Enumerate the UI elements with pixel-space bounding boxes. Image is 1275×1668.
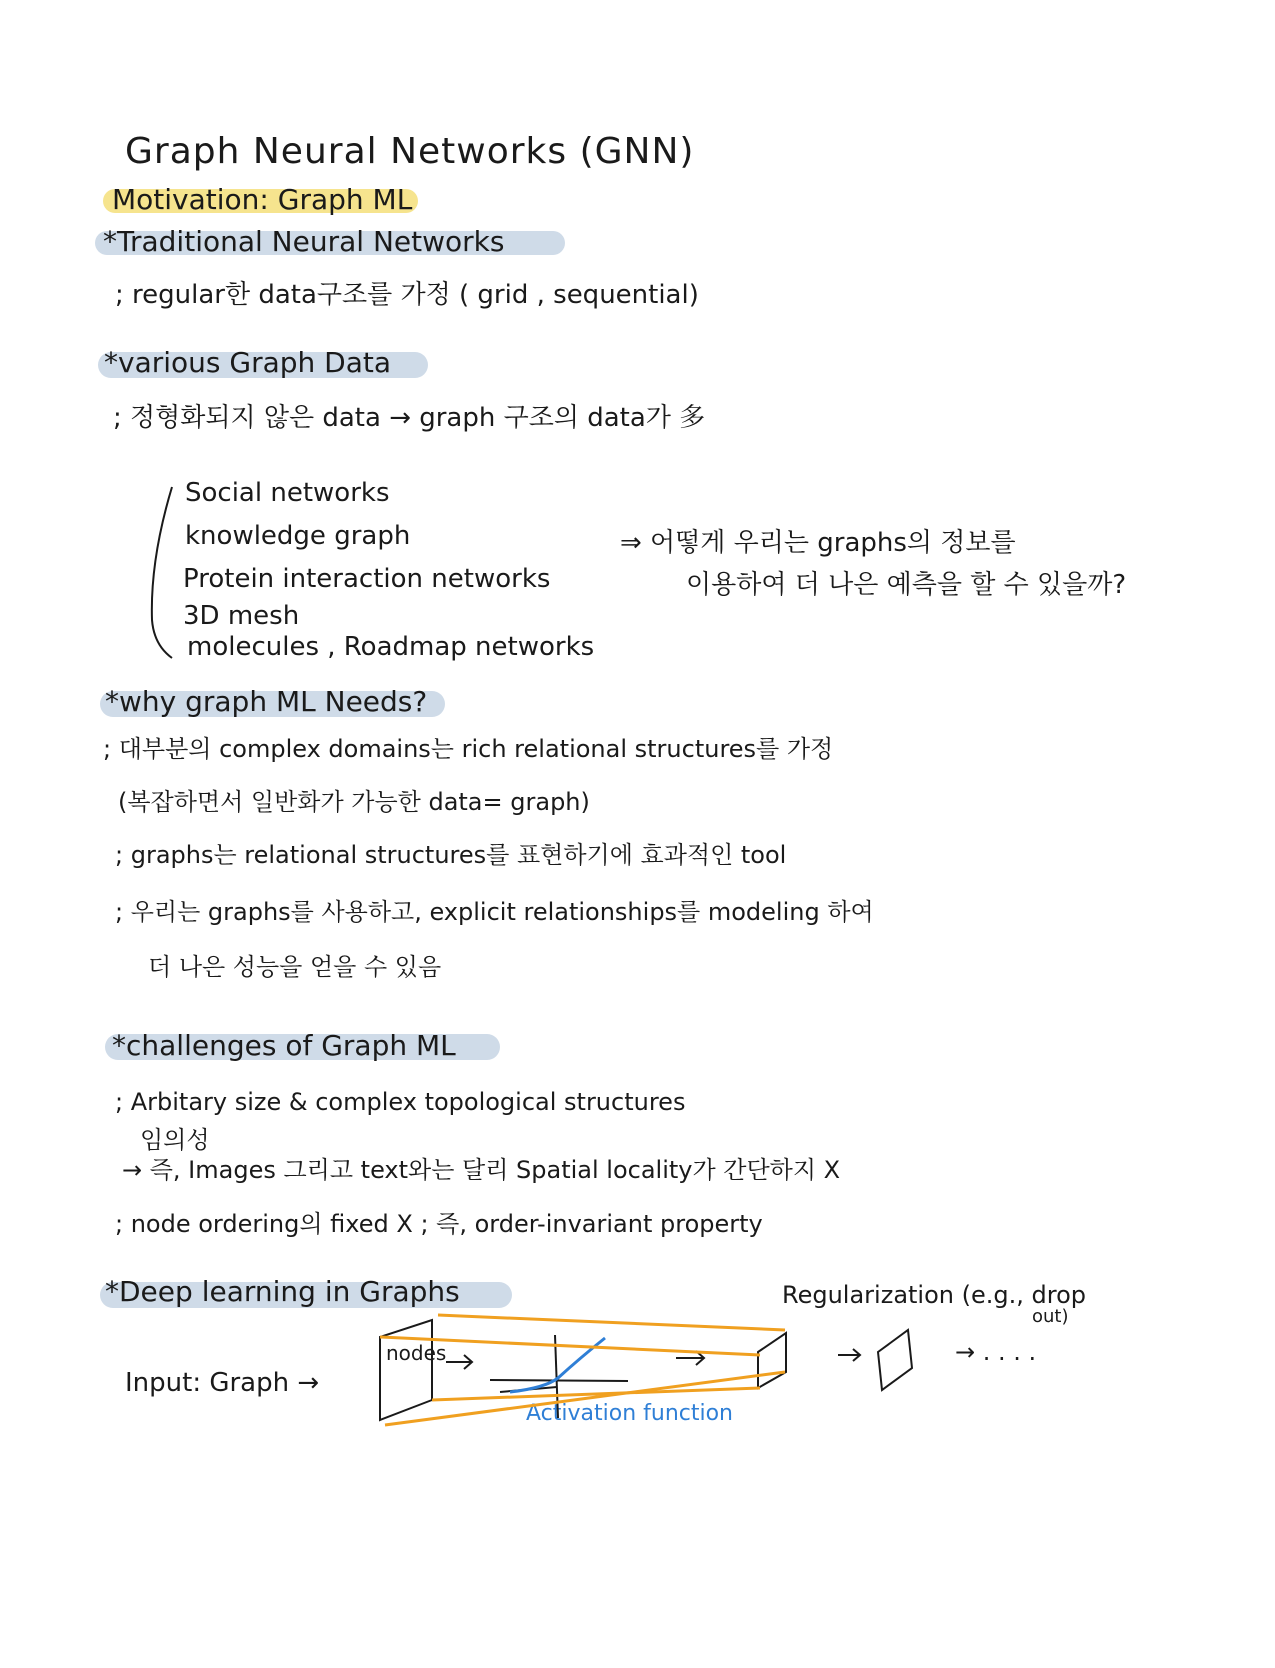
list-item: molecules , Roadmap networks bbox=[187, 632, 595, 662]
question-line-1: ⇒ 어떻게 우리는 graphs의 정보를 bbox=[620, 528, 1016, 558]
connection-line bbox=[438, 1315, 785, 1330]
list-item: 3D mesh bbox=[183, 601, 300, 631]
challenges-heading: *challenges of Graph ML bbox=[112, 1029, 456, 1062]
why-line-2: (복잡하면서 일반화가 가능한 data= graph) bbox=[118, 788, 590, 816]
why-line-1: ; 대부분의 complex domains는 rich relational structures를 가정 bbox=[103, 735, 834, 763]
continuation-dots: → . . . . bbox=[955, 1338, 1037, 1366]
arrow-icon bbox=[446, 1355, 472, 1369]
why-line-3: ; graphs는 relational structures를 표현하기에 효과적인 tool bbox=[115, 841, 787, 869]
list-item: Social networks bbox=[185, 478, 390, 508]
regularization-label-cont: out) bbox=[1032, 1306, 1069, 1327]
list-item: Protein interaction networks bbox=[183, 564, 551, 594]
input-layer-block bbox=[380, 1320, 432, 1420]
page-title: Graph Neural Networks (GNN) bbox=[125, 131, 695, 172]
challenges-line-1: ; Arbitary size & complex topological structures bbox=[115, 1088, 686, 1116]
why-line-4: ; 우리는 graphs를 사용하고, explicit relationships를 modeling 하여 bbox=[115, 898, 874, 926]
challenges-line-1-note: 임의성 bbox=[140, 1126, 210, 1154]
connection-line bbox=[380, 1337, 760, 1355]
deep-learning-heading: *Deep learning in Graphs bbox=[105, 1275, 460, 1308]
activation-label: Activation function bbox=[526, 1401, 734, 1426]
traditional-nn-heading: *Traditional Neural Networks bbox=[103, 225, 505, 258]
activation-axis-horizontal bbox=[490, 1380, 628, 1381]
traditional-nn-line: ; regular한 data구조를 가정 ( grid , sequential) bbox=[115, 280, 699, 310]
question-line-2: 이용하여 더 나은 예측을 할 수 있을까? bbox=[686, 570, 1127, 600]
regularization-label: Regularization (e.g., drop bbox=[782, 1281, 1086, 1309]
why-graph-ml-heading: *why graph ML Needs? bbox=[105, 685, 428, 718]
arrow-icon bbox=[838, 1349, 860, 1361]
hidden-layer-block bbox=[758, 1333, 786, 1388]
input-graph-label: Input: Graph → bbox=[125, 1368, 320, 1398]
challenges-line-3: ; node ordering의 fixed X ; 즉, order-invariant property bbox=[115, 1210, 763, 1238]
various-graph-data-line: ; 정형화되지 않은 data → graph 구조의 data가 多 bbox=[113, 403, 706, 433]
various-graph-data-heading: *various Graph Data bbox=[104, 346, 392, 379]
dropout-layer-block bbox=[878, 1330, 912, 1390]
nodes-label: nodes bbox=[386, 1341, 447, 1365]
challenges-line-2: → 즉, Images 그리고 text와는 달리 Spatial locality가 간단하지 X bbox=[122, 1156, 841, 1184]
list-item: knowledge graph bbox=[185, 521, 411, 551]
why-line-5: 더 나은 성능을 얻을 수 있음 bbox=[148, 953, 442, 981]
motivation-heading: Motivation: Graph ML bbox=[112, 183, 413, 216]
list-bracket bbox=[152, 487, 172, 658]
